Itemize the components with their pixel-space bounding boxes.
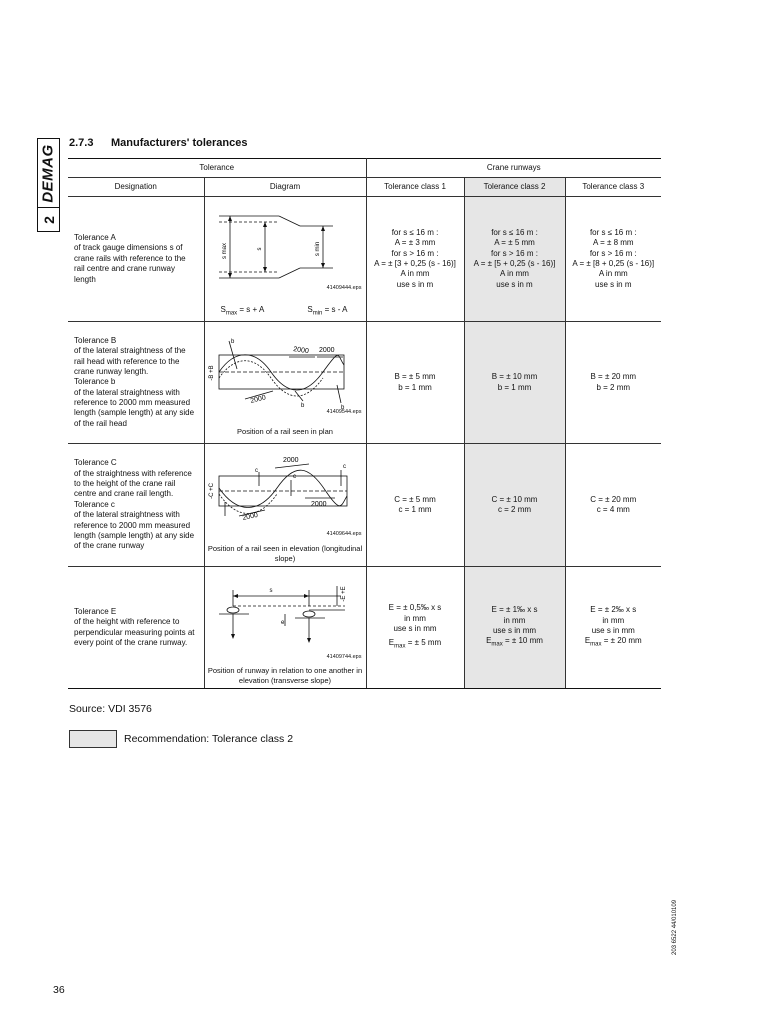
section-heading [69,137,248,149]
formula-row [205,295,366,318]
designation-cell: Tolerance A of track gauge dimensions s of crane rails with reference to the rail centre and crane runway length [68,197,204,322]
class2-cell: C = ± 10 mm c = 2 mm [464,444,565,567]
label-2000-b: 2000 [310,501,327,509]
label-b-2: b [300,402,304,409]
chapter-tab [37,138,60,232]
label-b-3: b [340,404,344,411]
formula-smin: $S_{min} = s - A$ [307,305,348,317]
label-2000-c: 2000 [249,394,267,405]
label-s: s [269,587,272,594]
label-B: -B +B [208,365,215,381]
col-header-class2: Tolerance class 2 [464,178,565,197]
class2-cell: E = ± 1‰ x s in mm use s in mm $E_{max}$ = ± 10 mm [464,567,565,689]
label-E: -E +E [340,586,347,602]
designation-cell: Tolerance B of the lateral straightness of the rail head with reference to the crane runway length. Tolerance b of the lateral straightness with reference to 2000 mm measured length (sample length) at any side of the rail head [68,322,204,444]
class3-cell: B = ± 20 mm b = 2 mm [565,322,661,444]
class2-cell: for s ≤ 16 m : A = ± 5 mm for s > 16 m : A = ± [5 + 0,25 (s - 16)] A in mm use s in m [464,197,565,322]
label-s-max: s max [221,243,228,260]
label-s: s [256,247,263,251]
diagram-file-id: 41409444.eps [326,285,362,291]
label-c-3: c [342,464,346,471]
diagram-file-id: 41409744.eps [326,654,362,660]
table-row [68,197,661,322]
label-c-1: c [254,468,258,475]
designation-cell: Tolerance E of the height with reference to perpendicular measuring points at every point of the crane runway. [68,567,204,689]
legend-swatch [69,730,117,748]
chapter-number: 2 [38,207,59,231]
class1-cell: E = ± 0,5‰ x s in mm use s in mm $E_{max}$ = ± 5 mm [366,567,464,689]
label-2000-a: 2000 [292,345,309,355]
col-header-class3: Tolerance class 3 [565,178,661,197]
class1-cell: B = ± 5 mm b = 1 mm [366,322,464,444]
tolerance-table [68,158,661,689]
diagram-track-gauge [204,197,366,322]
diagram-lateral-straightness [204,322,366,444]
label-e: e [280,619,284,626]
class1-cell: for s ≤ 16 m : A = ± 3 mm for s > 16 m : A = ± [3 + 0,25 (s - 16)] A in mm use s in m [366,197,464,322]
lateral-straightness-diagram [205,329,367,413]
class1-cell: C = ± 5 mm c = 1 mm [366,444,464,567]
col-header-diagram: Diagram [204,178,366,197]
col-header-class1: Tolerance class 1 [366,178,464,197]
label-c-2: c [292,474,296,481]
table-row [68,567,661,689]
section-number: 2.7.3 [69,137,94,149]
diagram-height-straightness [204,444,366,567]
label-b-1: b [230,338,234,345]
diagram-caption: Position of a rail seen in elevation (longitudinal slope) [207,544,363,563]
group-header-crane-runways: Crane runways [366,159,661,178]
class3-cell: E = ± 2‰ x s in mm use s in mm $E_{max}$ = ± 20 mm [565,567,661,689]
label-2000-a: 2000 [282,457,299,465]
formula-smax: $S_{max} = s + A$ [220,305,265,317]
track-gauge-diagram [205,199,367,295]
section-title: Manufacturers' tolerances [111,137,248,149]
class3-cell: for s ≤ 16 m : A = ± 8 mm for s > 16 m : A = ± [8 + 0,25 (s - 16)] A in mm use s in m [565,197,661,322]
brand-logo: DEMAG [40,143,57,203]
class3-cell: C = ± 20 mm c = 4 mm [565,444,661,567]
page-number: 36 [53,984,65,996]
group-header-tolerance: Tolerance [68,159,366,178]
document-id: 203 6522 44/010109 [672,899,678,955]
col-header-designation: Designation [68,178,204,197]
table-row [68,322,661,444]
diagram-transverse-slope [204,567,366,689]
label-2000-c: 2000 [241,512,259,523]
source-note: Source: VDI 3576 [69,703,152,715]
class2-cell: B = ± 10 mm b = 1 mm [464,322,565,444]
diagram-caption: Position of a rail seen in plan [237,426,333,436]
legend-text: Recommendation: Tolerance class 2 [124,733,294,745]
height-straightness-diagram [205,446,367,530]
diagram-file-id: 41409544.eps [326,409,362,415]
label-s-min: s min [314,242,321,257]
label-2000-b: 2000 [318,346,335,354]
transverse-slope-diagram [205,570,367,654]
designation-cell: Tolerance C of the straightness with reference to the height of the crane rail centre and crane rail length. Tolerance c of the lateral straightness with reference to 2000 mm measured length (sample length) at any side of the crane runway [68,444,204,567]
label-C: -C +C [208,483,215,500]
table-row [68,444,661,567]
diagram-file-id: 41409644.eps [326,531,362,537]
diagram-caption: Position of runway in relation to one another in elevation (transverse slope) [207,665,363,685]
